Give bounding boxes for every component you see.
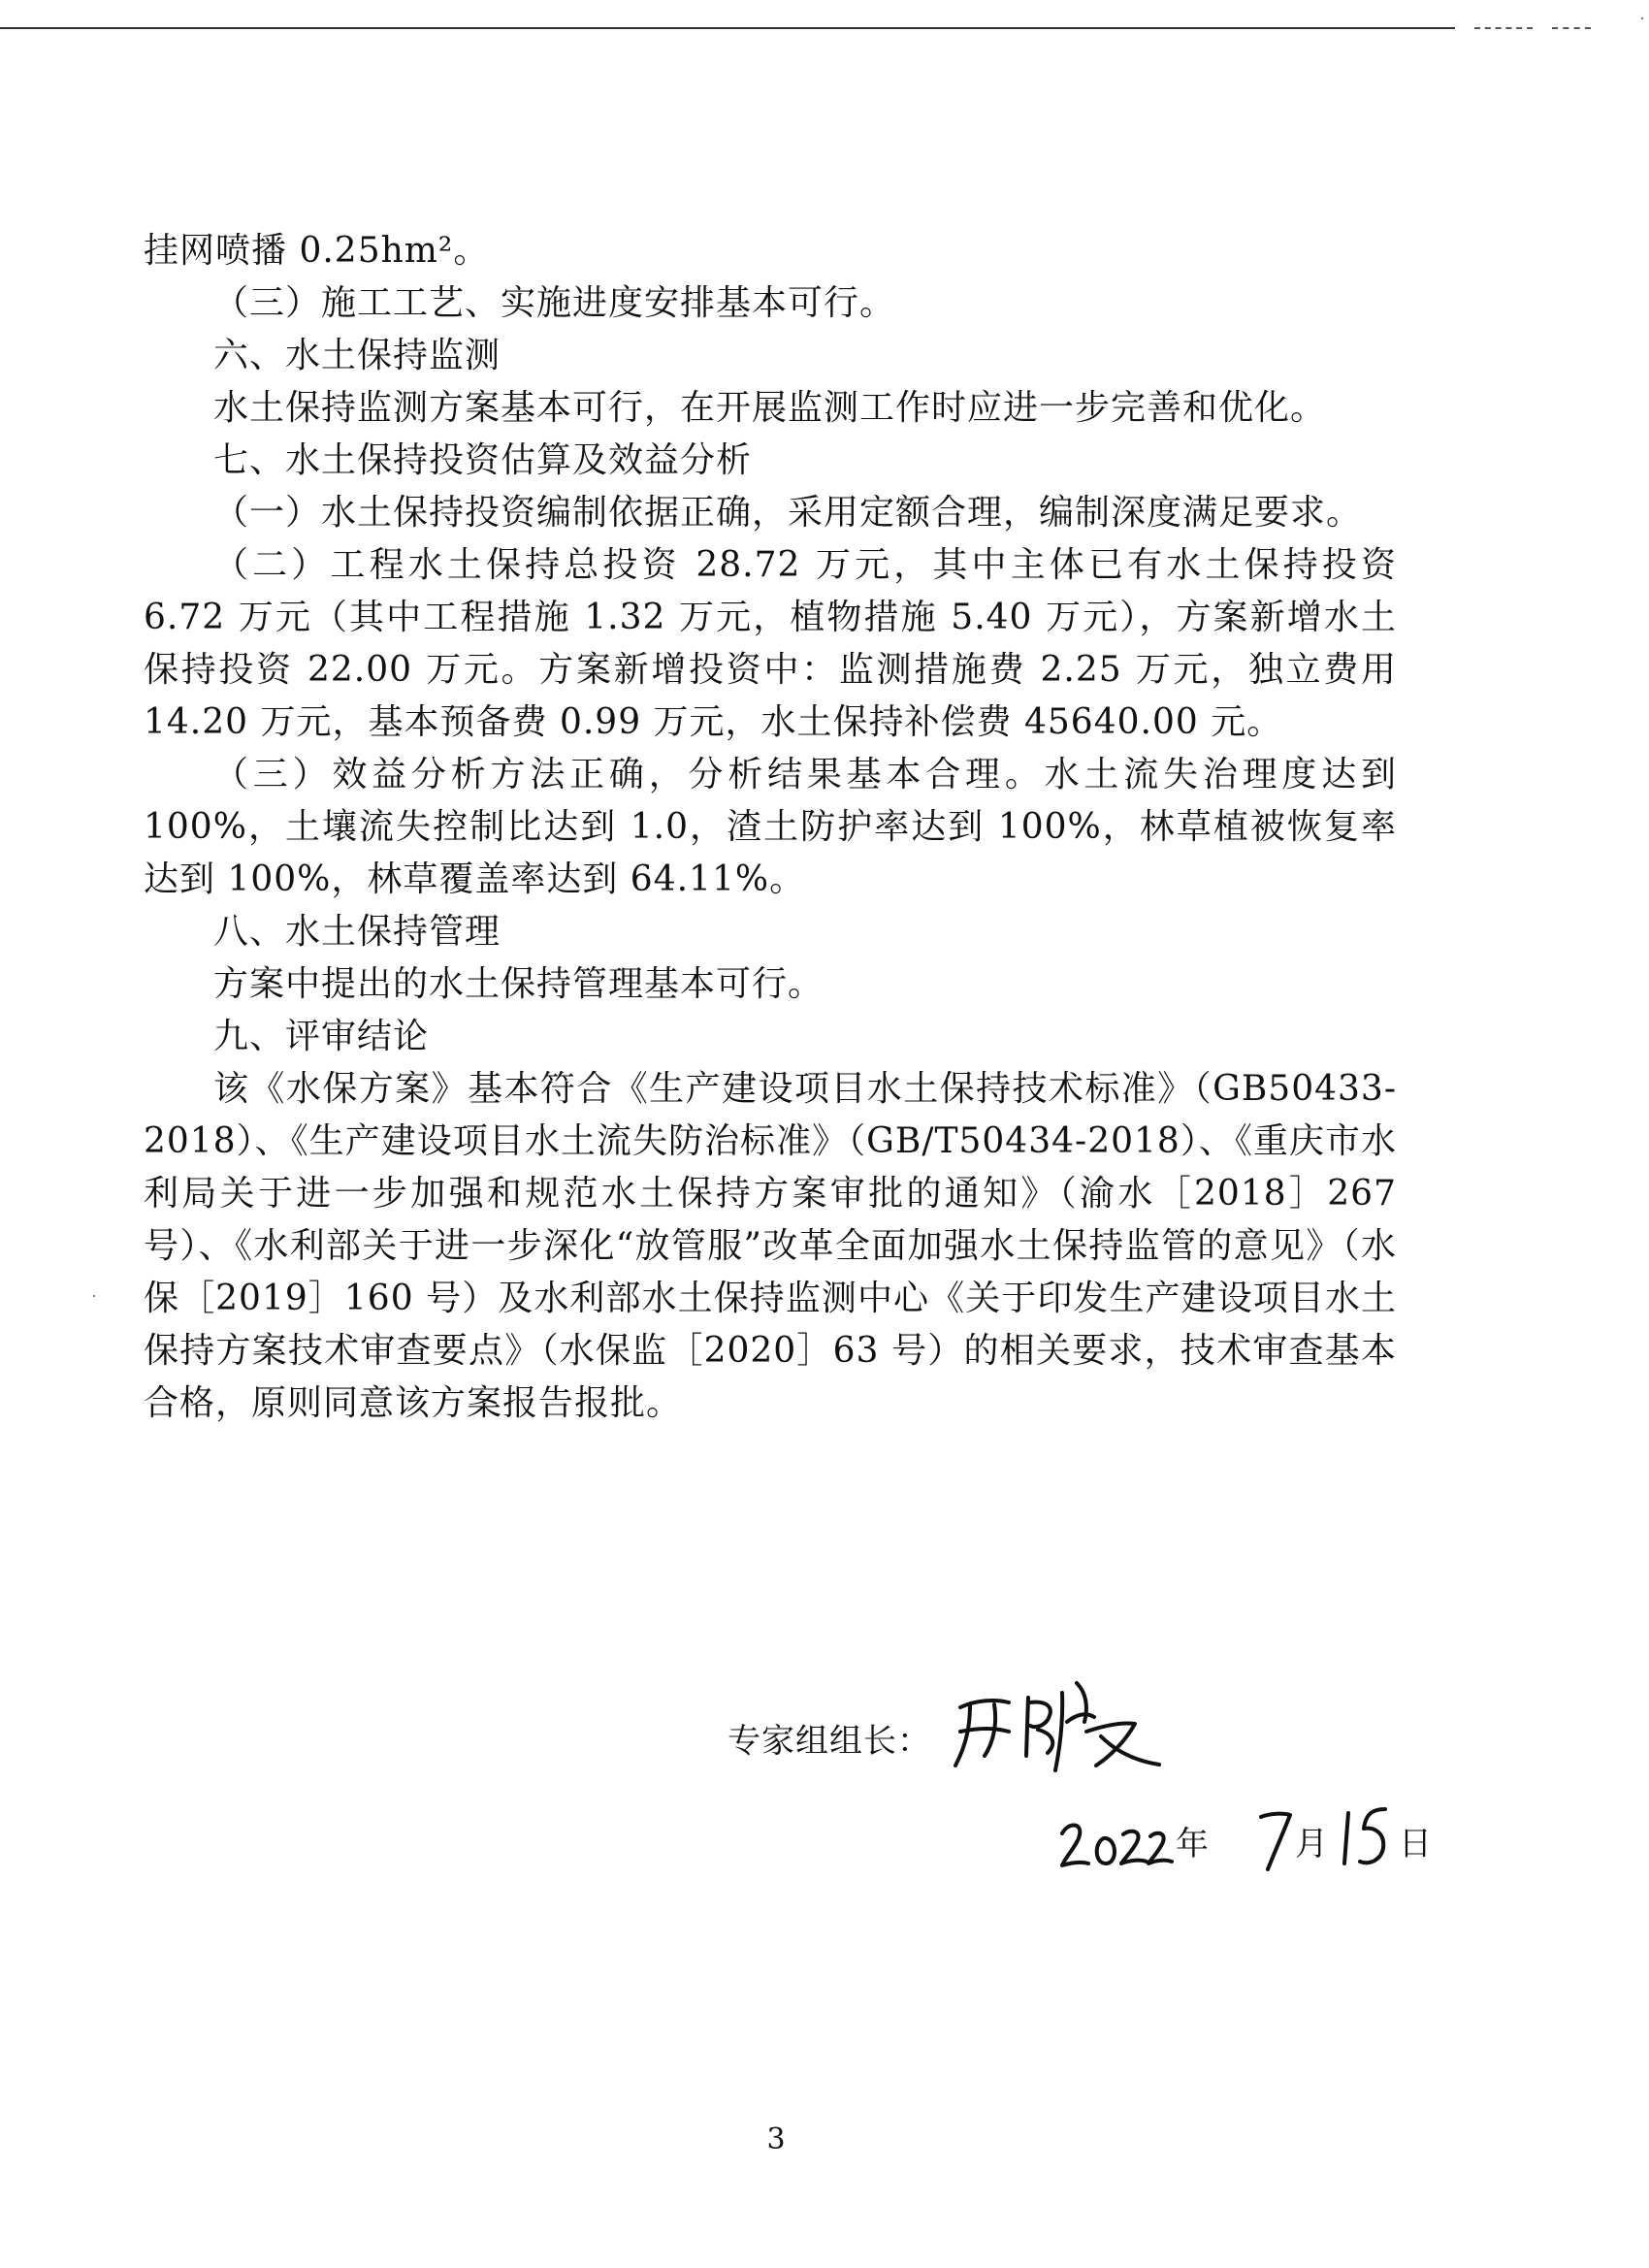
- header-rule-dash: [1474, 27, 1533, 29]
- document-body: [144, 225, 1397, 1430]
- page-number: 3: [766, 2122, 786, 2156]
- signature-block: [728, 1664, 1432, 1916]
- signature-label: 专家组组长：: [728, 1722, 931, 1761]
- paragraph-5: （一）水土保持投资编制依据正确，采用定额合理，编制深度满足要求。: [213, 493, 1363, 533]
- scan-speck: [1641, 17, 1643, 19]
- handwritten-signature-icon: [941, 1664, 1174, 1780]
- section-heading-9: 九、评审结论: [213, 1017, 430, 1056]
- date-year-char: 年: [1176, 1825, 1209, 1863]
- date-month-char: 月: [1295, 1825, 1328, 1863]
- header-rule: [0, 27, 1455, 29]
- paragraph-9: 方案中提出的水土保持管理基本可行。: [213, 964, 824, 1004]
- handwritten-year-icon: [1057, 1809, 1174, 1877]
- paragraph-7: （三）效益分析方法正确，分析结果基本合理。水土流失治理度达到 100%，土壤流失控制比达到 1.0，渣土防护率达到 100%，林草植被恢复率达到 100%，林草覆盖率达到 64.11%。: [144, 755, 1397, 899]
- paragraph-3: 水土保持监测方案基本可行，在开展监测工作时应进一步完善和优化。: [213, 388, 1327, 428]
- paragraph-1: （三）施工工艺、实施进度安排基本可行。: [213, 283, 896, 323]
- paragraph-conclusion: 该《水保方案》基本符合《生产建设项目水土保持技术标准》（GB50433-2018）、《生产建设项目水土流失防治标准》（GB/T50434-2018）、《重庆市水利局关于进一步加强和规范水土保持方案审批的通知》（渝水［2018］267 号）、《水利部关于进一步深化“放管服”改革全面加强水土保持监管的意见》（水保［2019］160 号）及水利部水土保持监测中心《关于印发生产建设项目水土保持方案技术审查要点》（水保监［2020］63 号）的相关要求，技术审查基本合格，原则同意该方案报告报批。: [144, 1069, 1397, 1423]
- handwritten-day-icon: [1337, 1799, 1395, 1877]
- paragraph-0: 挂网喷播 0.25hm²。: [144, 231, 490, 271]
- paragraph-6: （二）工程水土保持总投资 28.72 万元，其中主体已有水土保持投资 6.72 万元（其中工程措施 1.32 万元，植物措施 5.40 万元），方案新增水土保持投资 22.00 万元。方案新增投资中：监测措施费 2.25 万元，独立费用 14.20 万元，基本预备费 0.99 万元，水土保持补偿费 45640.00 元。: [144, 545, 1397, 742]
- section-heading-7: 七、水土保持投资估算及效益分析: [213, 440, 753, 480]
- date-day-char: 日: [1399, 1825, 1432, 1863]
- header-rule-dash: [1552, 27, 1591, 29]
- section-heading-6: 六、水土保持监测: [213, 336, 501, 375]
- scan-speck: [93, 1295, 95, 1297]
- handwritten-month-icon: [1256, 1799, 1295, 1877]
- section-heading-8: 八、水土保持管理: [213, 912, 501, 952]
